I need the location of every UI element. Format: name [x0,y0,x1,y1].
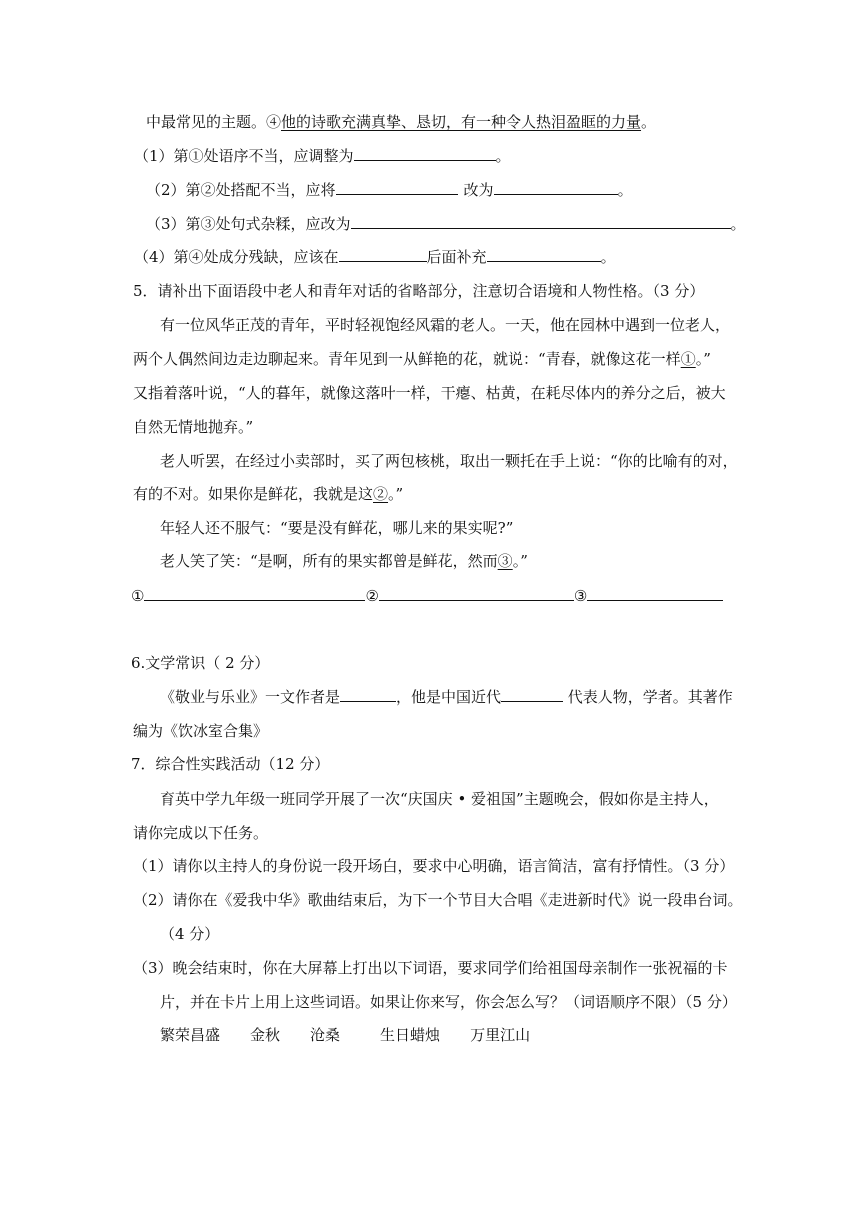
q5-p1-line2-end: 。” [695,350,711,368]
q5-p1-line4: 自然无情地抛弃。” [133,418,254,436]
q4-tail-line [146,111,656,133]
answer-blank[interactable] [494,179,618,195]
q7-task-1: （1）请你以主持人的身份说一段开场白，要求中心明确，语言简洁，富有抒情性。（3 分） [133,857,735,875]
q5-p1-line2 [133,348,711,370]
q4-part-2-end: 。 [617,181,633,199]
q5-p1-line2-text: 两个人偶然间边走边聊起来。青年见到一从鲜艳的花，就说：“青春，就像这花一样 [133,350,681,368]
q6-line1 [160,686,733,708]
q6-line1-end: 代表人物，学者。其著作 [563,688,733,706]
q4-tail-prefix: 中最常见的主题。④ [146,113,282,131]
q4-part-2-middle: 改为 [463,181,494,199]
word-item: 生日蜡烛 [380,1026,441,1044]
q6-title: 6.文学常识（ 2 分） [131,654,270,672]
q7-task-2-line1: （2）请你在《爱我中华》歌曲结束后，为下一个节目大合唱《走进新时代》说一段串台词。 [133,891,743,909]
q5-p4 [160,550,528,572]
q5-title: 5．请补出下面语段中老人和青年对话的省略部分，注意切合语境和人物性格。（3 分） [133,282,705,300]
q4-part-3 [146,213,746,235]
answer-label-2: ② [365,587,379,605]
q4-part-2 [146,179,633,201]
q5-p2-line2 [133,483,403,505]
q7-task-2-line2: （4 分） [160,925,220,943]
answer-blank[interactable] [351,213,731,229]
q4-part-4 [134,246,616,268]
q4-part-4-text: （4）第④处成分残缺，应该在 [134,248,339,266]
q4-part-3-end: 。 [730,215,746,233]
q5-p4-end: 。” [512,552,528,570]
q7-word-list [160,1024,530,1046]
answer-blank[interactable] [501,686,563,702]
q5-p1-line1: 有一位风华正茂的青年，平时轻视饱经风霜的老人。一天，他在园林中遇到一位老人， [160,316,731,334]
q5-answer-row [131,585,723,607]
q6-line2: 编为《饮冰室合集》 [133,722,269,740]
answer-blank[interactable] [336,179,458,195]
word-item: 沧桑 [310,1026,341,1044]
q4-part-3-text: （3）第③处句式杂糅，应改为 [146,215,351,233]
q4-part-4-end: 。 [600,248,616,266]
word-item: 万里江山 [470,1026,531,1044]
answer-blank[interactable] [144,585,365,601]
word-item: 繁荣昌盛 [160,1026,221,1044]
q7-task-3-line2: 片，并在卡片上用上这些词语。如果让你来写，你会怎么写？（词语顺序不限）（5 分） [160,993,737,1011]
q4-part-1-end: 。 [495,147,511,165]
answer-blank[interactable] [587,585,723,601]
answer-label-3: ③ [573,587,588,605]
q7-title: 7．综合性实践活动（12 分） [131,755,330,773]
q4-part-1-text: （1）第①处语序不当，应调整为 [134,147,354,165]
q4-tail-underlined-sentence: 他的诗歌充满真挚、恳切，有一种令人热泪盈眶的力量 [281,113,642,131]
blank-marker-1: ① [680,350,696,368]
blank-marker-2: ② [373,485,389,503]
q5-p3: 年轻人还不服气：“要是没有鲜花，哪儿来的果实呢?” [160,519,514,537]
q5-p2-line1: 老人听罢，在经过小卖部时，买了两包核桃，取出一颗托在手上说：“你的比喻有的对， [160,452,738,470]
q6-line1-middle: ，他是中国近代 [396,688,502,706]
q7-task-3-line1: （3）晚会结束时，你在大屏幕上打出以下词语，要求同学们给祖国母亲制作一张祝福的卡 [133,959,728,977]
q4-part-1 [134,145,511,167]
q7-intro-line1: 育英中学九年级一班同学开展了一次“庆国庆 • 爱祖国”主题晚会，假如你是主持人， [160,790,719,808]
answer-blank[interactable] [340,686,396,702]
q4-part-2-text: （2）第②处搭配不当，应将 [146,181,336,199]
q4-tail-suffix: 。 [641,113,657,131]
answer-blank[interactable] [354,145,496,161]
blank-marker-3: ③ [497,552,513,570]
answer-blank[interactable] [487,246,601,262]
answer-blank[interactable] [339,246,427,262]
q5-p1-line3: 又指着落叶说，“人的暮年，就像这落叶一样，干瘪、枯黄，在耗尽体内的养分之后，被大 [133,384,726,402]
q5-p2-line2-end: 。” [388,485,404,503]
q5-p2-line2-text: 有的不对。如果你是鲜花，我就是这 [133,485,374,503]
q4-part-4-middle: 后面补充 [426,248,487,266]
word-item: 金秋 [250,1026,281,1044]
q5-p4-text: 老人笑了笑：“是啊，所有的果实都曾是鲜花，然而 [160,552,498,570]
answer-blank[interactable] [379,585,574,601]
q7-intro-line2: 请你完成以下任务。 [133,824,269,842]
q6-line1-text: 《敬业与乐业》一文作者是 [160,688,341,706]
answer-label-1: ① [131,587,145,605]
